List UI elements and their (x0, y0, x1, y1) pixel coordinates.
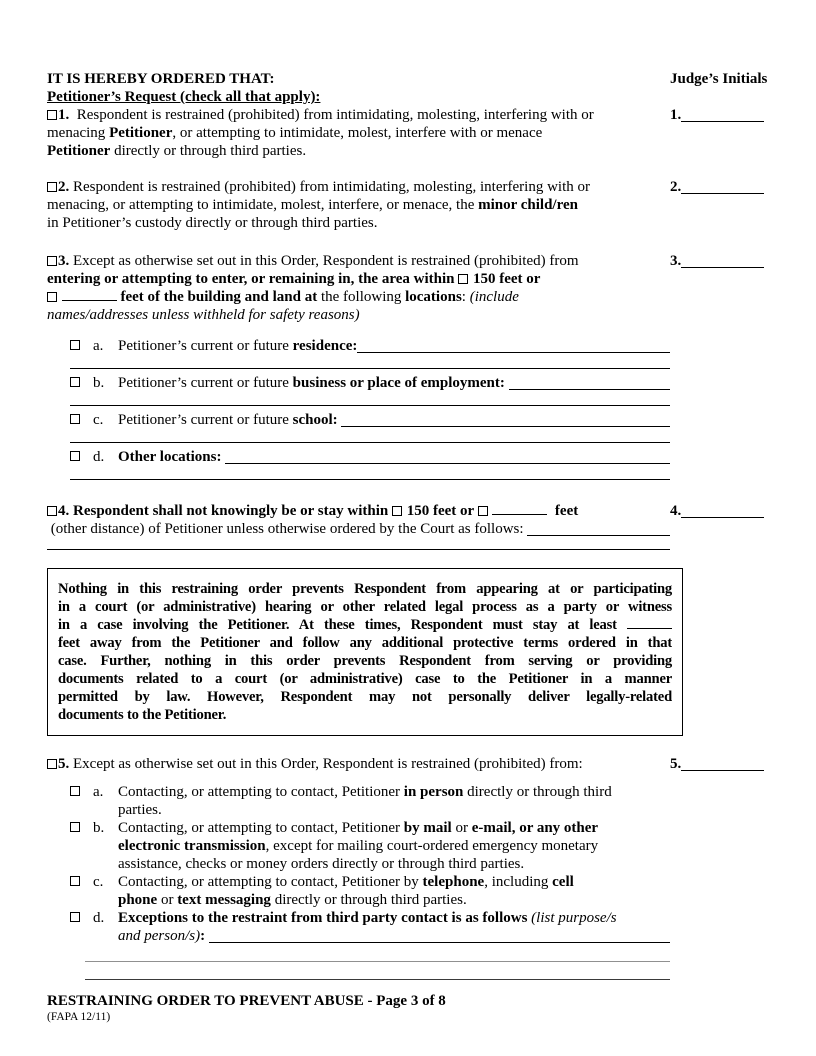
item5d-continuation-line-2[interactable] (85, 979, 670, 980)
item2-line3: in Petitioner’s custody directly or through third parties. (47, 215, 378, 231)
item3d-letter: d. (93, 449, 105, 465)
item5b-line3: assistance, checks or money orders directly or through third parties. (118, 856, 525, 872)
item3-150ft-checkbox[interactable] (458, 274, 468, 284)
item-4 (47, 502, 764, 550)
item5-sublist (47, 783, 670, 980)
item5b-letter: b. (93, 820, 105, 836)
footer-title: RESTRAINING ORDER TO PREVENT ABUSE - Page 3 of 8 (47, 992, 446, 1009)
item4-checkbox[interactable] (47, 506, 57, 516)
item1-initial-number: 1. (670, 107, 682, 123)
item3b-continuation-line[interactable] (70, 405, 670, 406)
item-3 (47, 252, 764, 324)
item3a-checkbox[interactable] (70, 340, 80, 350)
item3d-label: Other locations: (118, 449, 226, 465)
item3d-other-locations-line[interactable] (225, 448, 670, 464)
item3c-continuation-line[interactable] (70, 442, 670, 443)
item5d-letter: d. (93, 910, 105, 926)
item5c-checkbox[interactable] (70, 876, 80, 886)
item5-checkbox[interactable] (47, 759, 57, 769)
item-2 (47, 178, 764, 232)
item2-line2: menacing, or attempting to intimidate, molest, interfere, or menace, the minor child/ren (47, 197, 578, 213)
item4-feet-blank[interactable] (492, 503, 547, 515)
notice-box (47, 568, 683, 736)
notice-line2: in a court (or administrative) hearing or other related legal process as a party or witness (58, 599, 672, 615)
item3c-label: Petitioner’s current or future (118, 412, 293, 428)
item3-sub-d (47, 448, 670, 480)
item5a-checkbox[interactable] (70, 786, 80, 796)
item1-line2: menacing Petitioner, or attempting to intimidate, molest, interfere with or menace (47, 125, 543, 141)
item3b-business-line[interactable] (509, 374, 670, 390)
notice-line8: documents to the Petitioner. (58, 707, 227, 723)
item3-otherft-checkbox[interactable] (47, 292, 57, 302)
item3c-school-line[interactable] (341, 411, 670, 427)
notice-line7: permitted by law. However, Respondent may not personally deliver legally-related (58, 689, 672, 705)
petitioners-request-heading: Petitioner’s Request (check all that apply): (47, 89, 321, 105)
item2-judge-initial-line[interactable] (681, 178, 764, 194)
item4-otherft-checkbox[interactable] (478, 506, 488, 516)
item3d-checkbox[interactable] (70, 451, 80, 461)
item3c-letter: c. (93, 412, 104, 428)
item4-line1: 4. Respondent shall not knowingly be or stay within 150 feet or feet (47, 502, 670, 520)
item3-number: 3. (58, 253, 70, 269)
item5a-letter: a. (93, 784, 104, 800)
notice-line6: documents related to a court (or administrative) case to the Petitioner in a manner (58, 671, 672, 687)
item5-sub-d (47, 909, 670, 945)
item5-number: 5. (58, 756, 70, 772)
item4-follows-line[interactable] (527, 520, 670, 536)
item3d-continuation-line[interactable] (70, 479, 670, 480)
item3a-label: Petitioner’s current or future (118, 338, 293, 354)
item3-sub-b: b. Petitioner’s current or future business or place of employment: (47, 374, 670, 406)
item3a-letter: a. (93, 338, 104, 354)
item5-line1: Except as otherwise set out in this Order, Respondent is restrained (prohibited) from: (69, 756, 583, 772)
item5c-line2: phone or text messaging directly or through third parties. (118, 892, 467, 908)
item5b-checkbox[interactable] (70, 822, 80, 832)
item1-checkbox[interactable] (47, 110, 57, 120)
item5a-line2: parties. (118, 802, 162, 818)
item1-line3: Petitioner directly or through third parties. (47, 143, 307, 159)
item3-sub-c: c. Petitioner’s current or future school: (47, 411, 670, 443)
item4-judge-initial-line[interactable] (681, 502, 764, 518)
item5-judge-initial-line[interactable] (681, 755, 764, 771)
item1-line1: Respondent is restrained (prohibited) from intimidating, molesting, interfering with or (69, 107, 594, 123)
item5b-line2: electronic transmission, except for mailing court-ordered emergency monetary (118, 838, 599, 854)
notice-feet-blank[interactable] (627, 617, 672, 629)
item5c-line1: Contacting, or attempting to contact, Petitioner by telephone, including cell (118, 874, 574, 890)
item3b-checkbox[interactable] (70, 377, 80, 387)
item5-sub-a (47, 783, 670, 819)
judges-initials-label: Judge’s Initials (670, 71, 768, 87)
item3-line2: entering or attempting to enter, or remaining in, the area within 150 feet or (47, 271, 541, 287)
item3-sub-a: a. Petitioner’s current or future residence: (47, 337, 670, 369)
item5d-continuation-line-1[interactable] (85, 961, 670, 962)
item-5 (47, 755, 764, 773)
item4-initial-number: 4. (670, 503, 682, 519)
item1-number: 1. (58, 107, 70, 123)
item3a-residence-line[interactable] (357, 337, 670, 353)
item5-initial-number: 5. (670, 756, 682, 772)
item1-judge-initial-line[interactable] (681, 106, 764, 122)
item4-150ft-checkbox[interactable] (392, 506, 402, 516)
header-row (47, 70, 768, 88)
item2-line1: Respondent is restrained (prohibited) from intimidating, molesting, interfering with or (69, 179, 590, 195)
item3-initial-number: 3. (670, 253, 682, 269)
footer-form-code: (FAPA 12/11) (47, 1010, 111, 1023)
item3c-checkbox[interactable] (70, 414, 80, 424)
item2-number: 2. (58, 179, 70, 195)
notice-line4: feet away from the Petitioner and follow any additional protective terms ordered in that (58, 635, 672, 651)
notice-line1: Nothing in this restraining order prevents Respondent from appearing at or participating (58, 581, 672, 597)
item4-number: 4. (58, 503, 70, 519)
item3-line3: feet of the building and land at the following locations: (include (47, 288, 670, 306)
item5d-line2: and person/s) : (118, 927, 670, 945)
notice-line3: in a case involving the Petitioner. At these times, Respondent must stay at least (58, 616, 672, 634)
item5c-letter: c. (93, 874, 104, 890)
item5b-line1: Contacting, or attempting to contact, Petitioner by mail or e-mail, or any other (118, 820, 599, 836)
item3-judge-initial-line[interactable] (681, 252, 764, 268)
item3-sublist (47, 337, 670, 480)
item5d-checkbox[interactable] (70, 912, 80, 922)
item4-line2: (other distance) of Petitioner unless otherwise ordered by the Court as follows: (47, 520, 670, 538)
item5-sub-c (47, 873, 670, 909)
item2-checkbox[interactable] (47, 182, 57, 192)
item3a-continuation-line[interactable] (70, 368, 670, 369)
item3-feet-blank[interactable] (62, 289, 117, 301)
item5d-exceptions-line[interactable] (209, 927, 670, 943)
item3-checkbox[interactable] (47, 256, 57, 266)
item3b-label: Petitioner’s current or future (118, 375, 293, 391)
item5-sub-b (47, 819, 670, 873)
item2-initial-number: 2. (670, 179, 682, 195)
notice-line5: case. Further, nothing in this order prevents Respondent from serving or providing (58, 653, 672, 669)
item3b-letter: b. (93, 375, 105, 391)
item3-line4: names/addresses unless withheld for safety reasons) (47, 307, 360, 323)
item5d-line1: Exceptions to the restraint from third party contact is as follows (list purpose/s (118, 910, 617, 926)
item5a-line1: Contacting, or attempting to contact, Petitioner in person directly or through third (118, 784, 612, 800)
ordered-heading: IT IS HEREBY ORDERED THAT: (47, 71, 275, 87)
item4-continuation-line[interactable] (47, 549, 670, 550)
item3-line1: Except as otherwise set out in this Order, Respondent is restrained (prohibited) from (69, 253, 579, 269)
item-1 (47, 106, 764, 160)
